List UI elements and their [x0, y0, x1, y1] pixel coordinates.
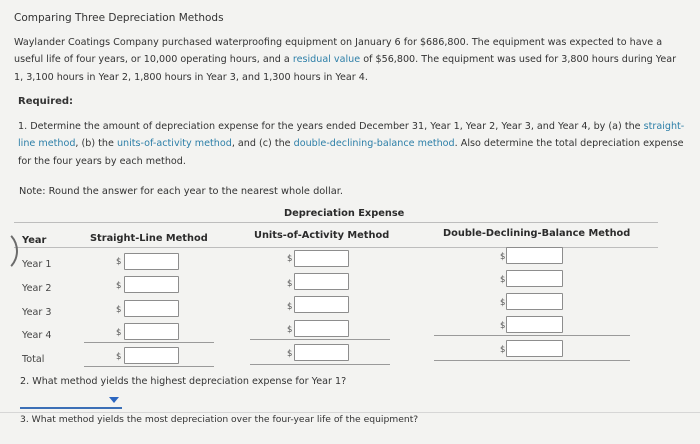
straight-year4-dollar: $: [116, 328, 122, 338]
straight-total-rule: [84, 366, 214, 367]
select-underline: [20, 407, 122, 409]
header-top-rule: [14, 222, 658, 223]
straight-total-dollar: $: [116, 352, 122, 362]
row-label-year4: Year 4: [22, 330, 52, 341]
straight-line-year2-input[interactable]: [124, 276, 179, 293]
term-double-declining[interactable]: double-declining-balance method: [293, 138, 455, 150]
row-label-year2: Year 2: [22, 283, 52, 294]
ddb-year2-input[interactable]: [506, 270, 563, 287]
units-total-rule: [250, 364, 390, 365]
required-label: Required:: [18, 96, 74, 107]
units-total-input[interactable]: [294, 344, 349, 361]
chevron-down-icon[interactable]: [109, 397, 119, 403]
section-divider: [0, 412, 700, 413]
ddb-subtotal-rule: [434, 335, 630, 336]
col-straight-line-header: Straight-Line Method: [90, 233, 208, 244]
row-label-year1: Year 1: [22, 259, 52, 270]
ddb-total-rule: [434, 360, 630, 361]
col-year-header: Year: [22, 235, 47, 246]
term-residual-value[interactable]: residual value: [292, 54, 361, 66]
units-year1-input[interactable]: [294, 250, 349, 267]
ddb-year3-dollar: $: [500, 298, 506, 308]
question-3: 3. What method yields the most depreciation over the four-year life of the equipment?: [20, 414, 419, 425]
units-subtotal-rule: [250, 339, 390, 340]
straight-year1-dollar: $: [116, 257, 122, 267]
col-ddb-header: Double-Declining-Balance Method: [443, 228, 631, 239]
ddb-year3-input[interactable]: [506, 293, 563, 310]
units-year3-input[interactable]: [294, 296, 349, 313]
row-pointer-icon: [0, 229, 18, 273]
question-2-select[interactable]: [20, 393, 122, 409]
units-year1-dollar: $: [287, 254, 293, 264]
row-label-total: Total: [22, 354, 45, 365]
units-year3-dollar: $: [287, 302, 293, 312]
ddb-total-dollar: $: [500, 345, 506, 355]
units-year4-input[interactable]: [294, 320, 349, 337]
ddb-year4-dollar: $: [500, 321, 506, 331]
ddb-year1-dollar: $: [500, 252, 506, 262]
ddb-year1-input[interactable]: [506, 247, 563, 264]
page-title: Comparing Three Depreciation Methods: [14, 12, 224, 24]
term-units-of-activity[interactable]: units-of-activity method: [116, 138, 232, 150]
term-straight-line[interactable]: straight-line method: [18, 121, 685, 150]
straight-line-year4-input[interactable]: [124, 323, 179, 340]
depreciation-expense-header: Depreciation Expense: [284, 208, 405, 219]
units-year4-dollar: $: [287, 325, 293, 335]
units-total-dollar: $: [287, 349, 293, 359]
question-1: 1. Determine the amount of depreciation expense for the years ended December 31, Year 1, Year 2, Year 3, and Year 4, by (a) the straight-line method, (b) the units-of-activity method, and (c) the double-declining-balance method. Also determine the total depreciation expense for the four years by each method.: [18, 121, 685, 167]
units-year2-dollar: $: [287, 279, 293, 289]
ddb-year2-dollar: $: [500, 275, 506, 285]
units-year2-input[interactable]: [294, 273, 349, 290]
straight-subtotal-rule: [84, 342, 214, 343]
ddb-total-input[interactable]: [506, 340, 563, 357]
rounding-note: Note: Round the answer for each year to the nearest whole dollar.: [19, 186, 343, 197]
problem-statement: Waylander Coatings Company purchased waterproofing equipment on January 6 for $686,800. The equipment was expected to have a useful life of four years, or 10,000 operating hours, and a residual value of $56,800. The equipment was used for 3,800 hours during Year 1, 3,100 hours in Year 2, 1,800 hours in Year 3, and 1,300 hours in Year 4.: [14, 37, 677, 83]
question-2: 2. What method yields the highest depreciation expense for Year 1?: [20, 376, 347, 387]
straight-line-year1-input[interactable]: [124, 253, 179, 270]
ddb-year4-input[interactable]: [506, 316, 563, 333]
straight-year2-dollar: $: [116, 281, 122, 291]
row-label-year3: Year 3: [22, 307, 52, 318]
straight-line-total-input[interactable]: [124, 347, 179, 364]
straight-line-year3-input[interactable]: [124, 300, 179, 317]
col-units-header: Units-of-Activity Method: [254, 230, 390, 241]
straight-year3-dollar: $: [116, 305, 122, 315]
